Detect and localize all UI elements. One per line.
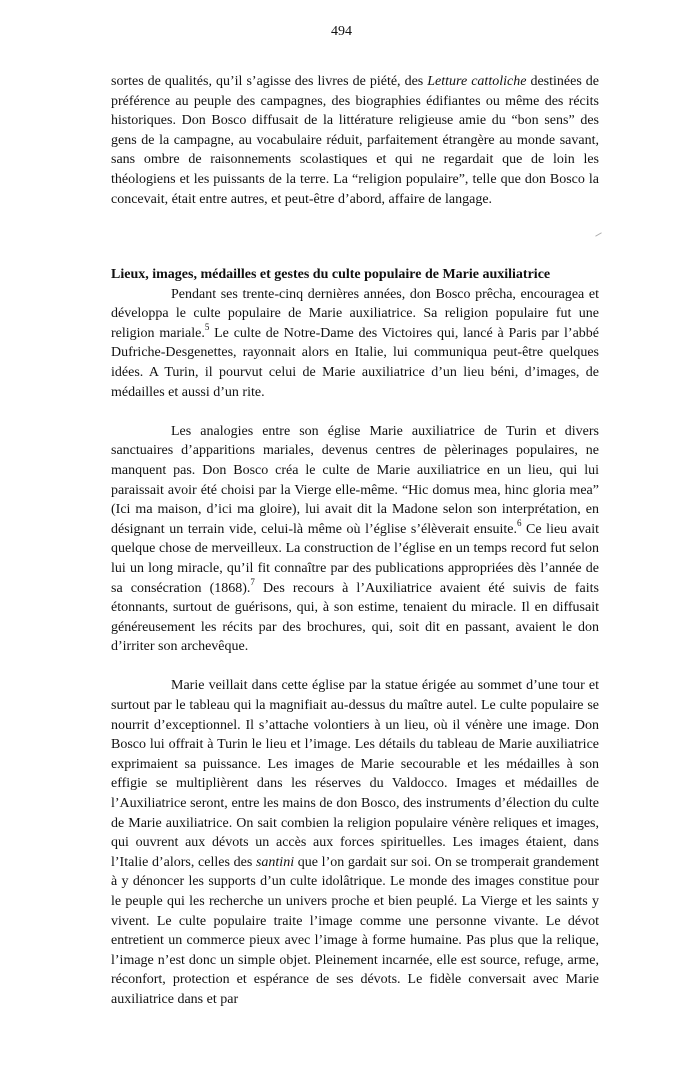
stray-mark	[595, 232, 602, 236]
page-body	[111, 72, 599, 209]
paragraph-4: Marie veillait dans cette église par la statue érigée au sommet d’une tour et surtout par le tableau qui la magnifiait au-dessus du maître autel. Le culte populaire se nourrit d’exceptionnel. Il s’attache volontiers à un lieu, où il vénère une image. Don Bosco lui offrait à Turin le lieu et l’image. Les détails du tableau de Marie auxiliatrice exprimaient sa puissance. Les images de Marie secourable et les médailles à son effigie se multiplièrent dans les réserves du Valdocco. Images et médailles de l’Auxiliatrice seront, entre les mains de don Bosco, des instruments d’élection du culte de Marie auxiliatrice. On sait combien la religion populaire vénère reliques et images, qui ouvrent aux dévots un accès aux forces spirituelles. Les images étaient, dans l’Italie d’alors, celles des santini que l’on gardait sur soi. On se tromperait grandement à y dénoncer les supports d’un culte idolâtrique. Le monde des images constitue pour le peuple qui les recherche un univers proche et bien peuplé. La Vierge et les saints y vivent. Le culte populaire traite l’image comme une personne vivante. Le dévot entretient un commerce pieux avec l’image à forme humaine. Pas plus que la relique, l’image n’est donc un simple objet. Pleinement incarnée, elle est source, refuge, arme, réconfort, protection et espérance de ses dévots. Le fidèle conversait avec Marie auxiliatrice dans et par	[111, 678, 600, 1007]
paragraph-3: Les analogies entre son église Marie auxiliatrice de Turin et divers sanctuaires d’apparitions mariales, devenus centres de pèlerinages populaires, ne manquent pas. Don Bosco créa le culte de Marie auxiliatrice en un lieu, qui lui paraissait avoir été choisi par la Vierge elle-même. “Hic domus mea, hinc gloria mea” (Ici ma maison, d’ici ma gloire), lui avait dit la Madone selon son interprétation, en désignant un terrain vide, celui-là même où l’église s’élèverait ensuite.$^6$ Ce lieu avait quelque chose de merveilleux. La construction de l’église en un temps record fut selon lui un long miracle, qu’il fit connaître par des publications appropriées dès l’année de sa consécration (1868).$^7$ Des recours à l’Auxiliatrice avaient été suivis de faits étonnants, surtout de guérisons, qui, à son estime, tenaient du miracle. Il en diffusait généreusement les récits par des brochures, qui, soit dit en passant, avaient le don d’irriter son archevêque.	[111, 423, 599, 655]
footnote-ref-6: 6	[516, 518, 522, 529]
section-title: Lieux, images, médailles et gestes du culte populaire de Marie auxiliatrice	[111, 267, 551, 282]
footnote-ref-5: 5	[204, 322, 210, 333]
footnote-ref-7: 7	[250, 576, 255, 587]
italic-word: santini	[255, 854, 295, 870]
section-block	[111, 265, 599, 1010]
paragraph-2: Pendant ses trente-cinq dernières années, don Bosco prêcha, encouragea et développa le culte populaire de Marie auxiliatrice. Sa religion populaire fut une religion mariale.$^5$ Le culte de Notre-Dame des Victoires qui, lancé à Paris par l’abbé Dufriche-Desgenettes, rayonnait alors en Italie, lui communiqua peut-être quelques idées. A Turin, il pourvut celui de Marie auxiliatrice d’un lieu béni, d’images, de médailles et aussi d’un rite.	[111, 286, 599, 400]
paragraph-1: sortes de qualités, qu’il s’agisse des livres de piété, des Letture cattoliche destinées de préférence au peuple des campagnes, des biographies édifiantes ou même des récits historiques. Don Bosco diffusait de la littérature religieuse amie du “bon sens” des gens de la campagne, au vocabulaire réduit, parfaitement étrangère au monde savant, sans ombre de raisonnements scolastiques et qui ne regardait que de loin les théologiens et les puissants de la terre. La “religion populaire”, telle que don Bosco la concevait, était entre autres, et peut-être d’abord, affaire de langage.	[111, 74, 599, 207]
italic-title: Letture cattoliche	[427, 74, 527, 89]
page-number: 494	[331, 24, 352, 39]
